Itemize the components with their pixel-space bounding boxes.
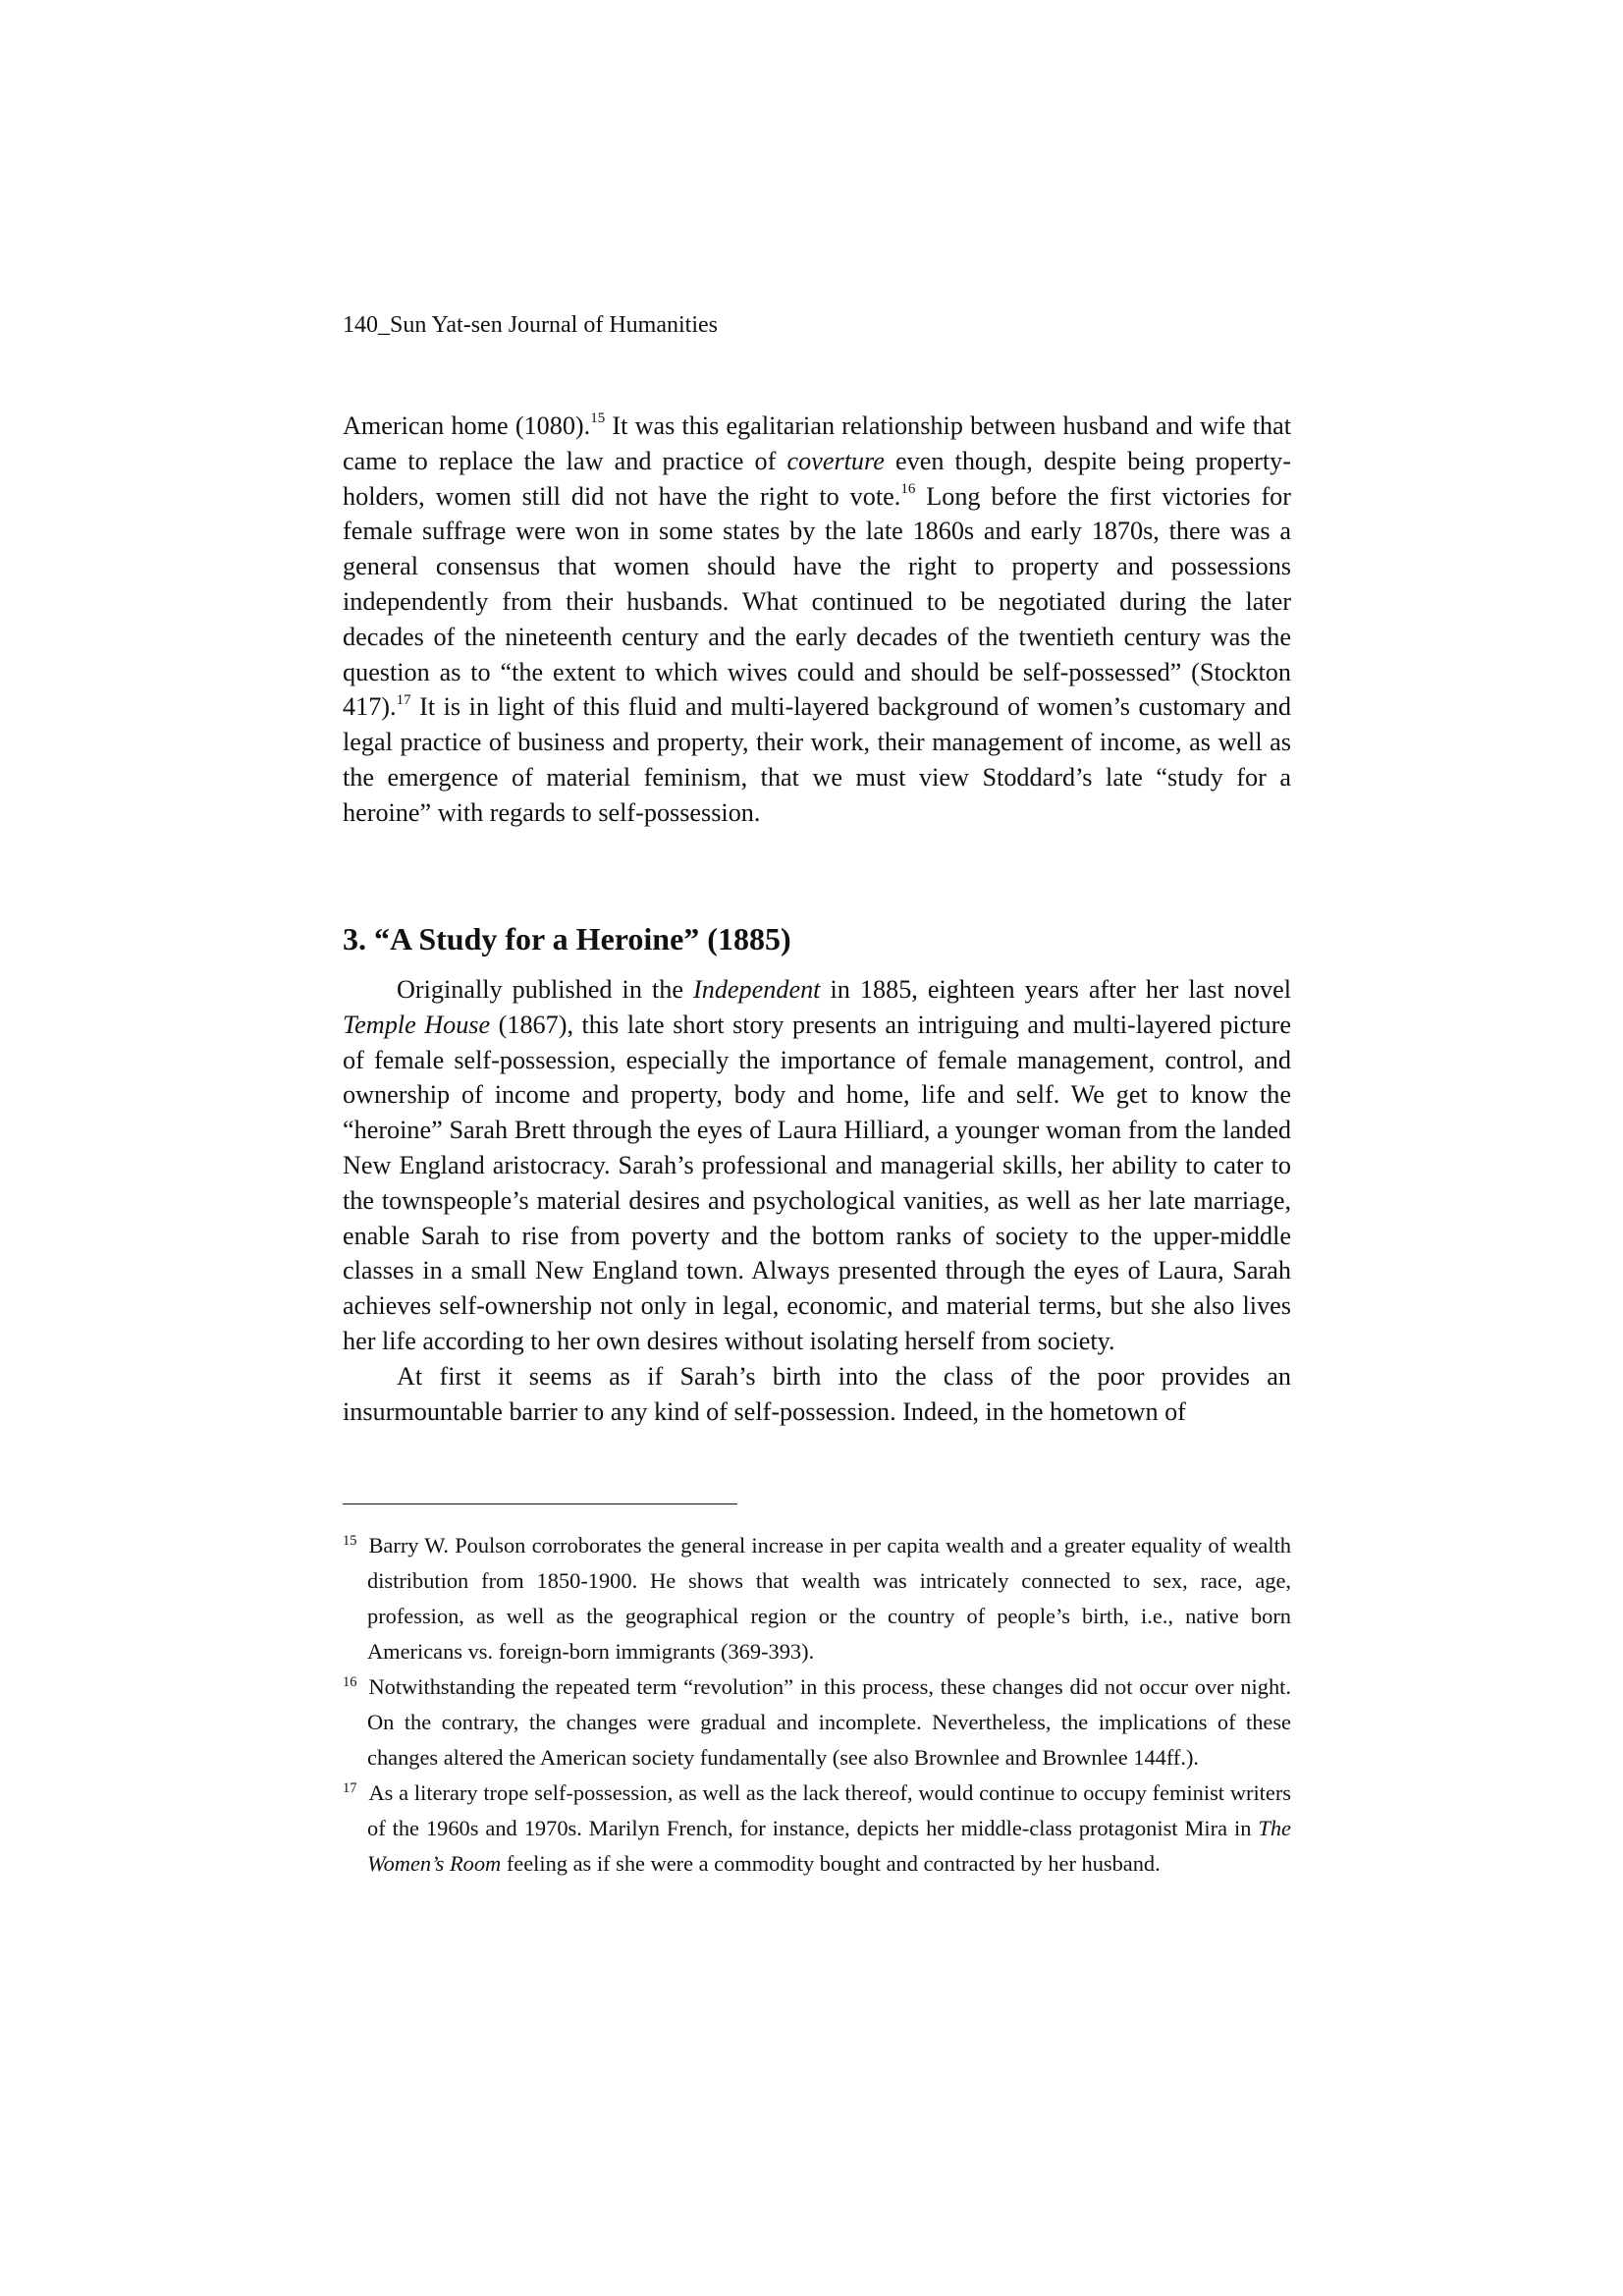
footnote-ref-16[interactable]: 16 xyxy=(900,480,916,497)
footnote-17: 17 As a literary trope self-possession, as well as the lack thereof, would continue to occupy feminist writers of the 1960s and 1970s. Marilyn French, for instance, depicts her middle-class protagonist Mira in The Women’s Room feeling as if she were a commodity bought and contracted by her husband. xyxy=(343,1779,1291,1876)
italic-title-independent: Independent xyxy=(693,975,821,1004)
body-text-continued xyxy=(343,409,1291,831)
paragraph: At first it seems as if Sarah’s birth into the class of the poor provides an insurmountable barrier to any kind of self-possession. Indeed, in the hometown of xyxy=(343,1361,1291,1426)
italic-title-womens-room: The Women’s Room xyxy=(367,1816,1291,1876)
section-body xyxy=(343,972,1291,1429)
text-run: (1867), this late short story presents an intriguing and multi-layered picture of female self-possession, especially the importance of female management, control, and ownership of income and property, body and home, life and self. We get to know the “heroine” Sarah Brett through the eyes of Laura Hilliard, a younger woman from the landed New England aristocracy. Sarah’s professional and managerial skills, her ability to cater to the townspeople’s material desires and psychological vanities, as well as her late marriage, enable Sarah to rise from poverty and the bottom ranks of society to the upper-middle classes in a small New England town. Always presented through the eyes of Laura, Sarah achieves self-ownership not only in legal, economic, and material terms, but she also lives her life according to her own desires without isolating herself from society. xyxy=(343,1010,1291,1355)
text-run: Long before the first victories for female suffrage were won in some states by the late 1860s and early 1870s, there was a general consensus that women should have the right to property and possessions independently from their husbands. What continued to be negotiated during the later decades of the nineteenth century and the early decades of the twentieth century was the question as to “the extent to which wives could and should be self-possessed” (Stockton 417). xyxy=(343,481,1291,722)
text-run: in 1885, eighteen years after her last novel xyxy=(820,975,1291,1004)
text-run: Originally published in the xyxy=(397,975,694,1004)
footnote-text: Barry W. Poulson corroborates the general increase in per capita wealth and a greater equality of wealth distribution from 1850-1900. He shows that wealth was intricately connected to sex, race, age, profession, as well as the geographical region or the country of people’s birth, i.e., native born Americans vs. foreign-born immigrants (369-393). xyxy=(367,1533,1291,1664)
footnote-text: As a literary trope self-possession, as well as the lack thereof, would continue to occupy feminist writers of the 1960s and 1970s. Marilyn French, for instance, depicts her middle-class protagonist Mira in xyxy=(367,1780,1291,1840)
section-heading: 3. “A Study for a Heroine” (1885) xyxy=(343,921,791,957)
text-run: even though, despite being property-holders, women still did not have the right to vote. xyxy=(343,446,1291,511)
footnote-ref-15[interactable]: 15 xyxy=(590,410,606,427)
text-run: American home (1080). xyxy=(343,411,591,440)
italic-title-temple-house: Temple House xyxy=(343,1010,491,1039)
footnote-separator xyxy=(343,1503,737,1504)
footnotes xyxy=(343,1528,1291,1882)
running-head: 140_Sun Yat-sen Journal of Humanities xyxy=(343,312,718,338)
paragraph-continued xyxy=(343,409,1291,831)
footnote-16: 16 Notwithstanding the repeated term “revolution” in this process, these changes did not occur over night. On the contrary, the changes were gradual and incomplete. Nevertheless, the implications of these changes altered the American society fundamentally (see also Brownlee and Brownlee 144ff.). xyxy=(343,1673,1291,1770)
text-run: It is in light of this fluid and multi-layered background of women’s customary and legal practice of business and property, their work, their management of income, as well as the emergence of material feminism, that we must view Stoddard’s late “study for a heroine” with regards to self-possession. xyxy=(343,692,1291,827)
italic-term-coverture: coverture xyxy=(786,446,885,475)
footnote-text: Notwithstanding the repeated term “revolution” in this process, these changes did not occur over night. On the contrary, the changes were gradual and incomplete. Nevertheless, the implications of these changes altered the American society fundamentally (see also Brownlee and Brownlee 144ff.). xyxy=(367,1674,1291,1770)
footnote-15: 15 Barry W. Poulson corroborates the general increase in per capita wealth and a greater equality of wealth distribution from 1850-1900. He shows that wealth was intricately connected to sex, race, age, profession, as well as the geographical region or the country of people’s birth, i.e., native born Americans vs. foreign-born immigrants (369-393). xyxy=(343,1532,1291,1664)
footnote-ref-17[interactable]: 17 xyxy=(396,691,411,708)
text-run: It was this egalitarian relationship between husband and wife that came to replace the law and practice of xyxy=(343,411,1291,475)
footnote-text: feeling as if she were a commodity bought and contracted by her husband. xyxy=(501,1851,1161,1876)
paragraph xyxy=(343,972,1291,1359)
